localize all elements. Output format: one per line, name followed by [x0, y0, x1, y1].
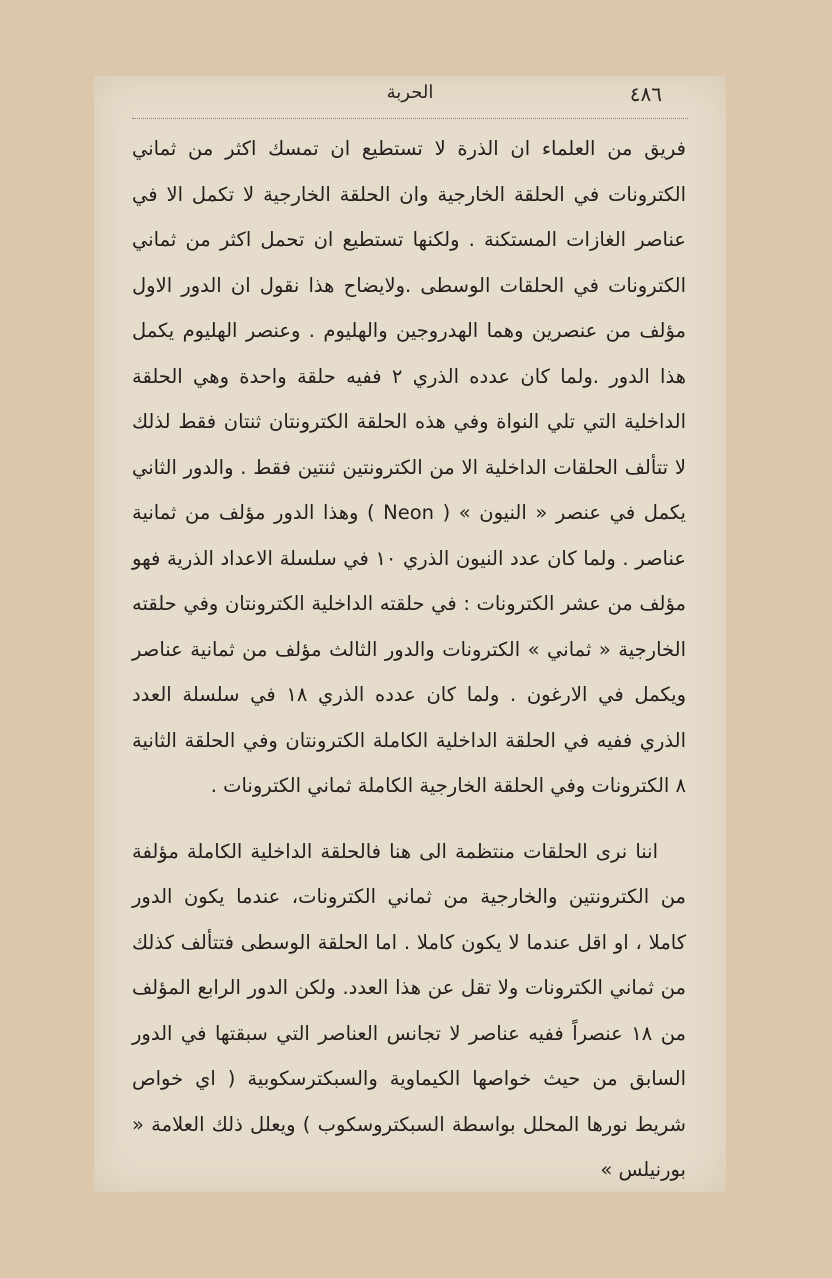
running-title: الحربة	[386, 82, 434, 103]
paragraph-1: فريق من العلماء ان الذرة لا تستطيع ان تمسك اكثر من ثماني الكترونات في الحلقة الخارجية وان الحلقة الخارجية لا تكمل الا في عناصر الغازات المستكنة . ولكنها تستطيع ان تحمل اكثر من ثماني الكترونات في الحلقات الوسطى .ولايضاح هذا نقول ان الدور الاول مؤلف من عنصرين وهما الهدروجين والهليوم . وعنصر الهليوم يكمل هذا الدور .ولما كان عدده الذري ٢ ففيه حلقة واحدة وهي الحلقة الداخلية التي تلي النواة وفي هذه الحلقة الكترونتان ثنتان فقط لذلك لا تتألف الحلقات الداخلية الا من الكترونتين ثنتين فقط . والدور الثاني يكمل في عنصر « النيون » ( Neon ) وهذا الدور مؤلف من ثمانية عناصر . ولما كان عدد النيون الذري ١٠ في سلسلة الاعداد الذرية فهو مؤلف من عشر الكترونات : في حلقته الداخلية الكترونتان وفي حلقته الخارجية « ثماني » الكترونات والدور الثالث مؤلف من ثمانية عناصر ويكمل في الارغون . ولما كان عدده الذري ١٨ في سلسلة العدد الذري ففيه في الحلقة الداخلية الكاملة الكترونتان وفي الحلقة الثانية ٨ الكترونات وفي الحلقة الخارجية الكاملة ثماني الكترونات .	[132, 137, 686, 797]
header-divider	[132, 118, 688, 119]
paragraph-2: اننا نرى الحلقات منتظمة الى هنا فالحلقة الداخلية الكاملة مؤلفة من الكترونتين والخارجية من ثماني الكترونات، عندما يكون الدور كاملا ، او اقل عندما لا يكون كاملا . اما الحلقة الوسطى فتتألف كذلك من ثماني الكترونات ولا تقل عن هذا العدد. ولكن الدور الرابع المؤلف من ١٨ عنصراً ففيه عناصر لا تجانس العناصر التي سبقتها في الدور السابق من حيث خواصها الكيماوية والسبكترسكوبية ( اي خواص شريط نورها المحلل بواسطة السبكتروسكوب ) ويعلل ذلك العلامة « بورنيلس »	[132, 839, 686, 1181]
body-text	[132, 126, 686, 1193]
book-page	[94, 76, 726, 1192]
page-number: ٤٨٦	[629, 82, 662, 106]
page-header	[114, 76, 706, 120]
